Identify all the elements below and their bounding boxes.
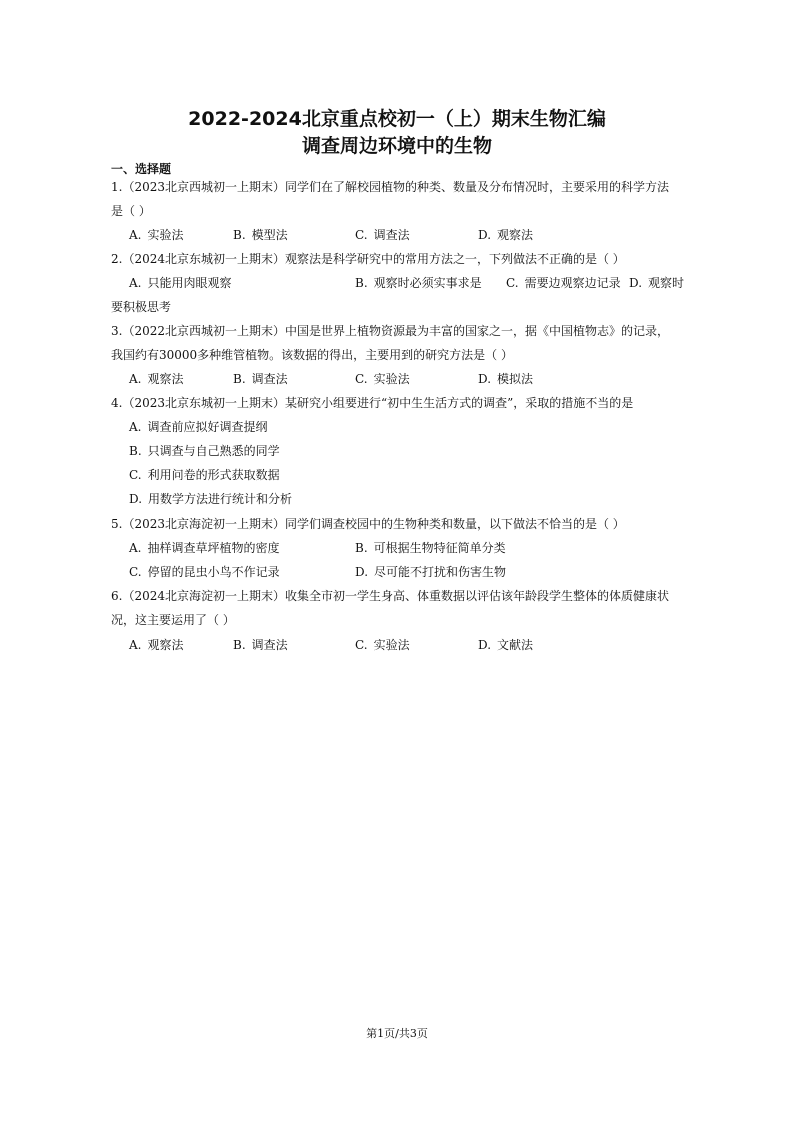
question-1-option-b: B. 模型法 bbox=[233, 228, 288, 242]
question-1-stem-line-1: 1.（2023北京西城初一上期末）同学们在了解校园植物的种类、数量及分布情况时，主要采用的科学方法 bbox=[111, 180, 669, 194]
document-subtitle: 调查周边环境中的生物 bbox=[301, 135, 492, 157]
question-2-option-d: D. 观察时 bbox=[629, 276, 685, 290]
question-5-stem-line-1: 5.（2023北京海淀初一上期末）同学们调查校园中的生物种类和数量，以下做法不恰当的是（ ） bbox=[111, 517, 625, 531]
question-3-option-a: A. 观察法 bbox=[129, 372, 184, 386]
question-3-option-b: B. 调查法 bbox=[233, 372, 288, 386]
question-1-option-c: C. 调查法 bbox=[355, 228, 410, 242]
question-5-option-b: B. 可根据生物特征简单分类 bbox=[355, 541, 506, 555]
question-4-stem-line-1: 4.（2023北京东城初一上期末）某研究小组要进行“初中生生活方式的调查”，采取的措施不当的是 bbox=[111, 396, 634, 410]
section-heading: 一、选择题 bbox=[111, 162, 172, 176]
question-5-option-a: A. 抽样调查草坪植物的密度 bbox=[129, 541, 280, 555]
document-title: 2022-2024北京重点校初一（上）期末生物汇编 bbox=[188, 108, 606, 130]
question-1-option-a: A. 实验法 bbox=[129, 228, 184, 242]
question-3-option-c: C. 实验法 bbox=[355, 372, 410, 386]
question-5-option-c: C. 停留的昆虫小鸟不作记录 bbox=[129, 565, 280, 579]
question-6-option-d: D. 文献法 bbox=[478, 638, 534, 652]
question-2-stem-line-1: 2.（2024北京东城初一上期末）观察法是科学研究中的常用方法之一，下列做法不正确的是（ ） bbox=[111, 252, 625, 266]
question-1-stem-line-2: 是（ ） bbox=[111, 204, 151, 218]
page-footer: 第1页/共3页 bbox=[366, 1027, 428, 1040]
question-3-stem-line-2: 我国约有30000多种维管植物。该数据的得出，主要用到的研究方法是（ ） bbox=[111, 348, 513, 362]
question-4-option-d: D. 用数学方法进行统计和分析 bbox=[129, 492, 293, 506]
question-3-option-d: D. 模拟法 bbox=[478, 372, 534, 386]
question-6-option-b: B. 调查法 bbox=[233, 638, 288, 652]
question-4-option-c: C. 利用问卷的形式获取数据 bbox=[129, 468, 280, 482]
question-3-stem-line-1: 3.（2022北京西城初一上期末）中国是世界上植物资源最为丰富的国家之一，据《中国植物志》的记录， bbox=[111, 324, 669, 338]
question-2-option-c: C. 需要边观察边记录 bbox=[506, 276, 621, 290]
question-2-option-a: A. 只能用肉眼观察 bbox=[129, 276, 232, 290]
question-1-option-d: D. 观察法 bbox=[478, 228, 534, 242]
question-6-option-c: C. 实验法 bbox=[355, 638, 410, 652]
question-2-option-b: B. 观察时必须实事求是 bbox=[355, 276, 482, 290]
question-5-option-d: D. 尽可能不打扰和伤害生物 bbox=[355, 565, 507, 579]
question-6-stem-line-2: 况，这主要运用了（ ） bbox=[111, 613, 235, 627]
question-4-option-a: A. 调查前应拟好调查提纲 bbox=[129, 420, 268, 434]
question-6-stem-line-1: 6.（2024北京海淀初一上期末）收集全市初一学生身高、体重数据以评估该年龄段学生整体的体质健康状 bbox=[111, 589, 669, 603]
question-2-option-d-wrap: 要积极思考 bbox=[111, 300, 172, 314]
question-4-option-b: B. 只调查与自己熟悉的同学 bbox=[129, 444, 280, 458]
question-6-option-a: A. 观察法 bbox=[129, 638, 184, 652]
